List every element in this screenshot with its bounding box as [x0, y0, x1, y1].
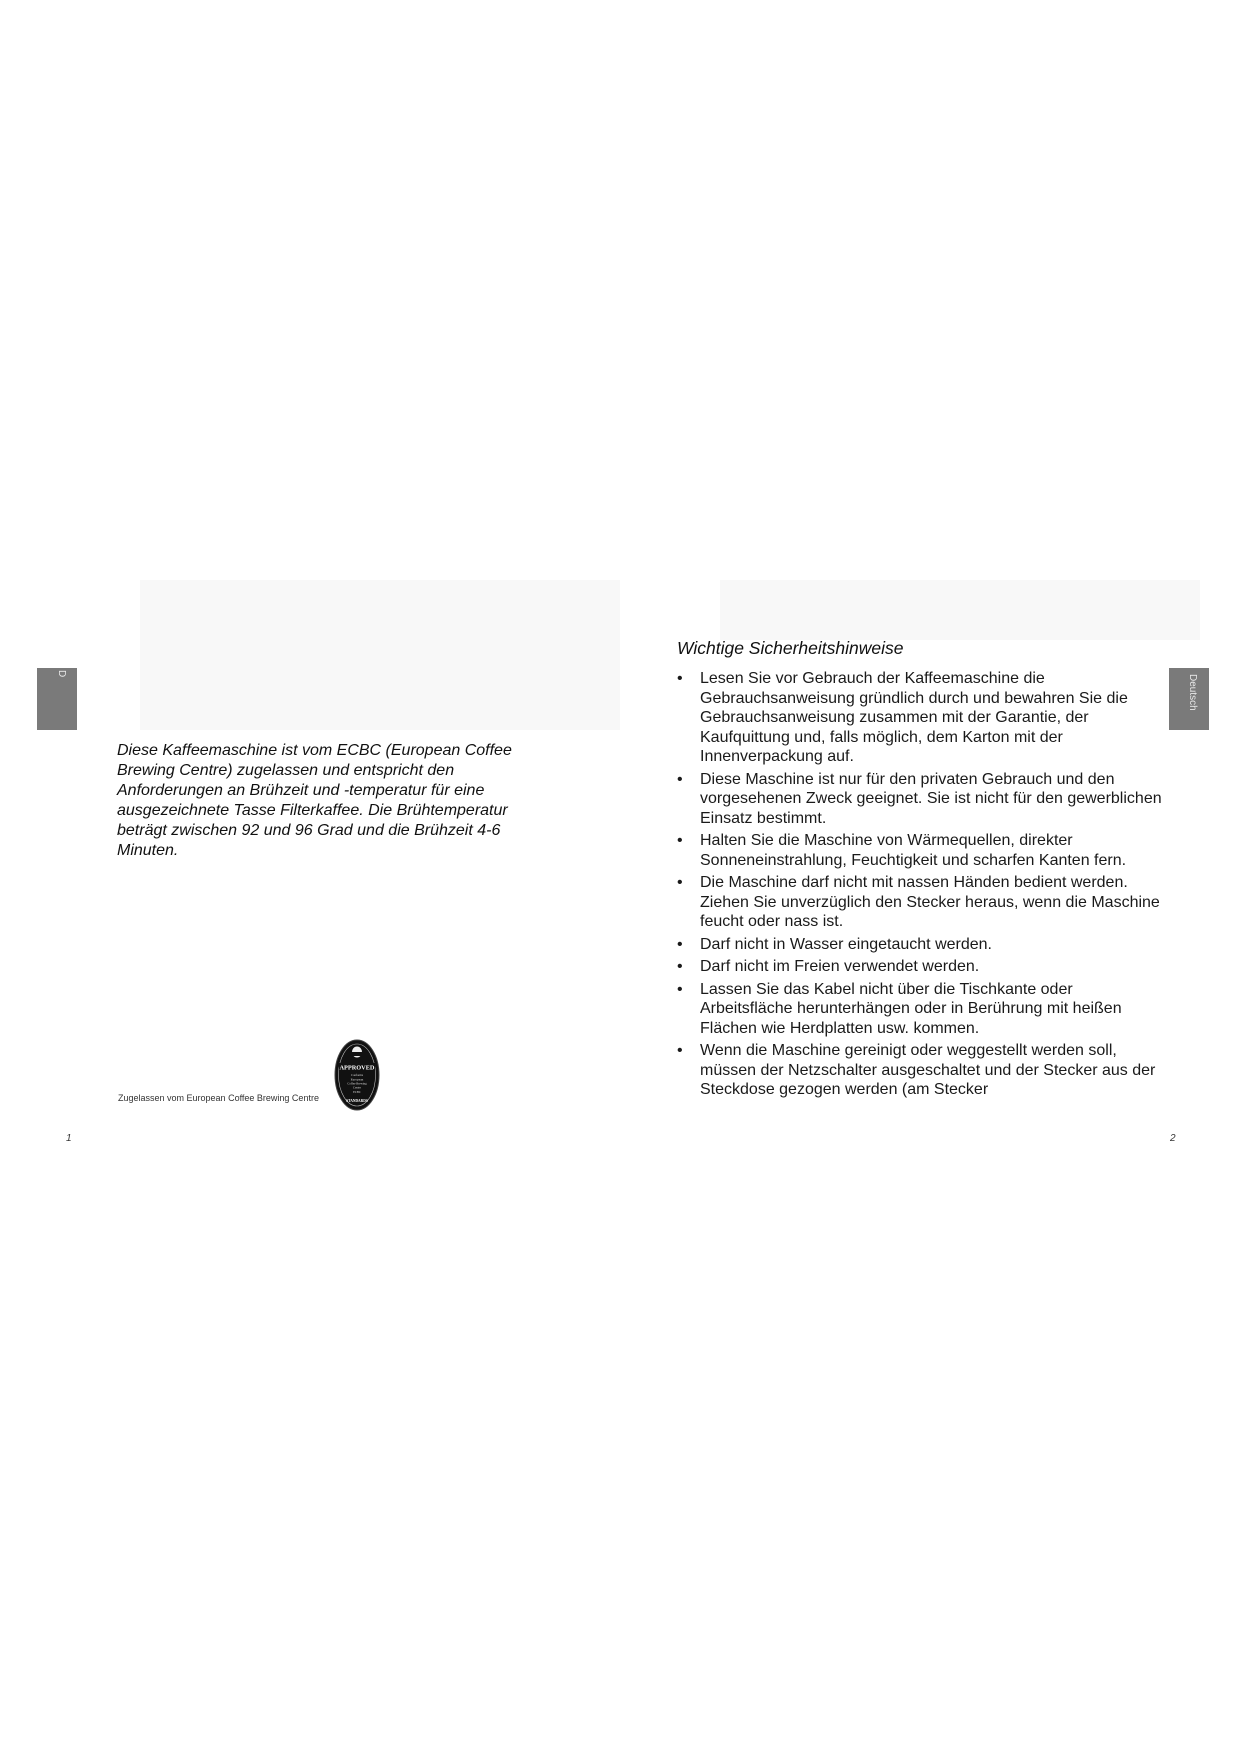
seal-line-5: ECBC: [353, 1090, 361, 1094]
ecbc-approval-text: Diese Kaffeemaschine ist vom ECBC (European Coffee Brewing Centre) zugelassen und entspricht den Anforderungen an Brühzeit und -temperatur für eine ausgezeichnete Tasse Filterkaffee. Die Brühtemperatur beträgt zwischen 92 und 96 Grad und die Brühzeit 4-6 Minuten.: [117, 742, 512, 859]
seal-line-2: European: [350, 1077, 364, 1082]
safety-item: • Darf nicht in Wasser eingetaucht werden.: [677, 935, 1167, 955]
language-tab-left: [37, 668, 77, 730]
safety-item: • Lassen Sie das Kabel nicht über die Tischkante oder Arbeitsfläche herunterhängen oder in Berührung mit heißen Flächen wie Herdplatten usw. kommen.: [677, 980, 1167, 1039]
scan-background-right: [720, 580, 1200, 640]
seal-top-text: APPROVED: [339, 1064, 375, 1072]
language-tab-left-label: D: [56, 670, 67, 678]
page-number-right: 2: [1170, 1133, 1176, 1144]
safety-item: • Darf nicht im Freien verwendet werden.: [677, 957, 1167, 977]
seal-line-4: Centre: [353, 1085, 361, 1090]
safety-instructions-list: [677, 669, 1167, 1103]
scan-background-left: [140, 580, 620, 730]
seal-bottom-text: STANDARDS: [346, 1099, 368, 1103]
page-number-left: 1: [66, 1133, 72, 1144]
seal-caption: Zugelassen vom European Coffee Brewing Centre: [118, 1093, 319, 1103]
safety-item: • Die Maschine darf nicht mit nassen Händen bedient werden. Ziehen Sie unverzüglich den Stecker heraus, wenn die Maschine feucht oder nass ist.: [677, 873, 1167, 932]
safety-item: • Diese Maschine ist nur für den privaten Gebrauch und den vorgesehenen Zweck geeignet. Sie ist nicht für den gewerblichen Einsatz bestimmt.: [677, 770, 1167, 829]
safety-item: • Wenn die Maschine gereinigt oder weggestellt werden soll, müssen der Netzschalter ausgeschaltet und der Stecker aus der Steckdose gezogen werden (am Stecker: [677, 1041, 1167, 1100]
seal-line-3: Coffee Brewing: [347, 1081, 367, 1086]
ecbc-approved-seal-icon: [334, 1039, 380, 1111]
language-tab-right: [1169, 668, 1209, 730]
safety-item: • Halten Sie die Maschine von Wärmequellen, direkter Sonneneinstrahlung, Feuchtigkeit und scharfen Kanten fern.: [677, 831, 1167, 870]
safety-item: • Lesen Sie vor Gebrauch der Kaffeemaschine die Gebrauchsanweisung gründlich durch und bewahren Sie die Gebrauchsanweisung zusammen mit der Garantie, der Kaufquittung und, falls möglich, dem Karton mit der Innenverpackung auf.: [677, 669, 1167, 767]
language-tab-right-label: Deutsch: [1187, 674, 1198, 711]
section-title: Wichtige Sicherheitshinweise: [677, 638, 904, 658]
seal-line-1: Conforms: [351, 1073, 363, 1077]
